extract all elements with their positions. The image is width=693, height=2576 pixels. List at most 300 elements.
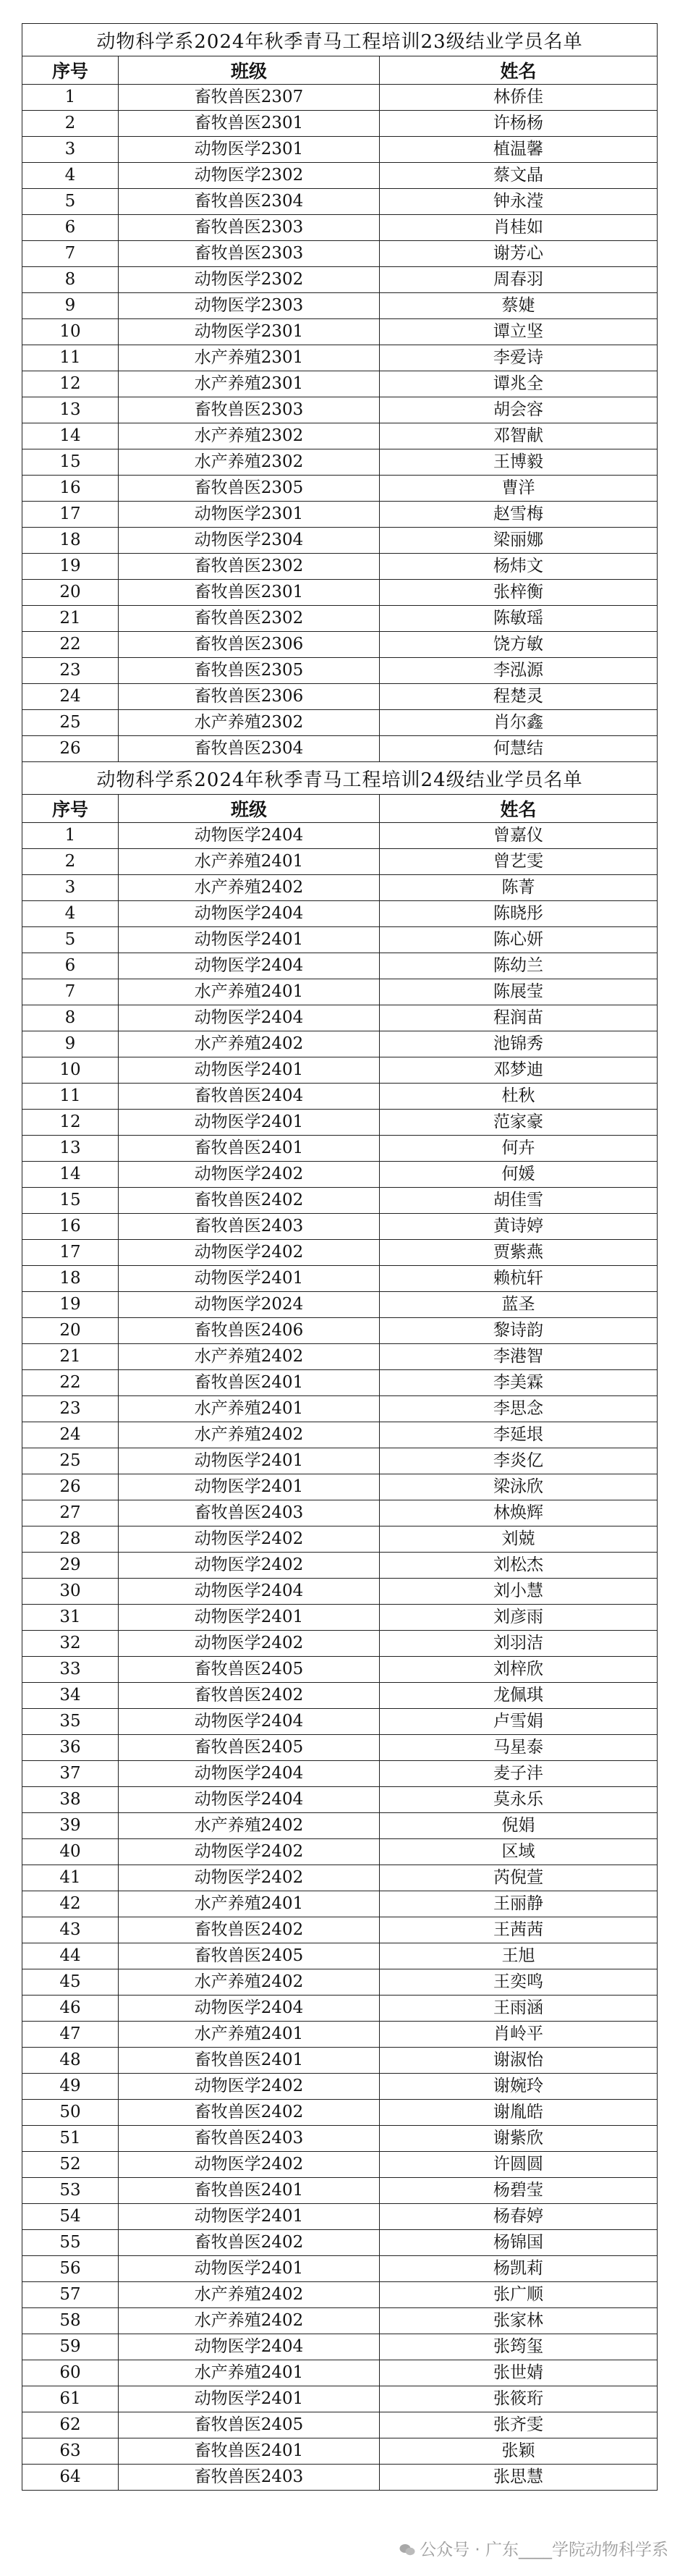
row-name: 范家豪 <box>380 1110 658 1136</box>
row-name: 何卉 <box>380 1136 658 1162</box>
row-no: 6 <box>22 215 119 241</box>
row-no: 28 <box>22 1526 119 1553</box>
row-class: 畜牧兽医2303 <box>119 241 380 267</box>
row-class: 动物医学2401 <box>119 1448 380 1474</box>
row-no: 62 <box>22 2412 119 2438</box>
row-name: 张颖 <box>380 2438 658 2465</box>
row-class: 水产养殖2402 <box>119 1344 380 1370</box>
row-no: 7 <box>22 979 119 1005</box>
row-name: 许圆圆 <box>380 2152 658 2178</box>
table-row <box>22 528 658 554</box>
row-no: 40 <box>22 1839 119 1865</box>
row-no: 11 <box>22 1084 119 1110</box>
row-class: 水产养殖2302 <box>119 710 380 736</box>
row-class: 畜牧兽医2405 <box>119 1657 380 1683</box>
table-row <box>22 1579 658 1605</box>
table-row <box>22 1422 658 1448</box>
row-name: 赖杭轩 <box>380 1266 658 1292</box>
row-class: 畜牧兽医2406 <box>119 1318 380 1344</box>
row-no: 21 <box>22 1344 119 1370</box>
table-row <box>22 632 658 658</box>
row-no: 22 <box>22 632 119 658</box>
table-row <box>22 1657 658 1683</box>
row-no: 21 <box>22 606 119 632</box>
row-class: 动物医学2402 <box>119 2074 380 2100</box>
table-row <box>22 2204 658 2230</box>
table-row <box>22 580 658 606</box>
row-no: 12 <box>22 1110 119 1136</box>
row-name: 谢芳心 <box>380 241 658 267</box>
row-no: 39 <box>22 1813 119 1839</box>
row-no: 20 <box>22 580 119 606</box>
table-title: 动物科学系2024年秋季青马工程培训23级结业学员名单 <box>22 24 658 56</box>
row-no: 26 <box>22 736 119 762</box>
row-class: 动物医学2402 <box>119 2152 380 2178</box>
table-row <box>22 2438 658 2465</box>
row-name: 梁丽娜 <box>380 528 658 554</box>
row-no: 8 <box>22 1005 119 1031</box>
row-class: 动物医学2302 <box>119 267 380 293</box>
row-no: 54 <box>22 2204 119 2230</box>
row-no: 58 <box>22 2308 119 2334</box>
row-class: 水产养殖2401 <box>119 979 380 1005</box>
row-class: 动物医学2402 <box>119 1162 380 1188</box>
row-class: 畜牧兽医2405 <box>119 2412 380 2438</box>
table-row <box>22 927 658 953</box>
row-name: 谢紫欣 <box>380 2126 658 2152</box>
row-no: 1 <box>22 823 119 849</box>
row-no: 63 <box>22 2438 119 2465</box>
row-class: 畜牧兽医2401 <box>119 1370 380 1396</box>
wechat-icon <box>399 2543 415 2556</box>
table-row <box>22 1136 658 1162</box>
row-name: 张世婧 <box>380 2360 658 2386</box>
table-row <box>22 397 658 423</box>
row-class: 动物医学2024 <box>119 1292 380 1318</box>
row-class: 水产养殖2402 <box>119 875 380 901</box>
row-class: 畜牧兽医2401 <box>119 2048 380 2074</box>
row-name: 蔡婕 <box>380 293 658 319</box>
row-class: 畜牧兽医2307 <box>119 85 380 111</box>
row-no: 15 <box>22 449 119 476</box>
row-class: 畜牧兽医2402 <box>119 1188 380 1214</box>
row-no: 13 <box>22 397 119 423</box>
table-row <box>22 345 658 371</box>
row-class: 动物医学2404 <box>119 1787 380 1813</box>
row-name: 林焕辉 <box>380 1500 658 1526</box>
table-row <box>22 1370 658 1396</box>
row-class: 水产养殖2301 <box>119 371 380 397</box>
row-no: 5 <box>22 189 119 215</box>
row-name: 李炎亿 <box>380 1448 658 1474</box>
row-no: 20 <box>22 1318 119 1344</box>
table-row <box>22 502 658 528</box>
table-row <box>22 2360 658 2386</box>
row-class: 水产养殖2402 <box>119 2282 380 2308</box>
row-name: 龙佩琪 <box>380 1683 658 1709</box>
row-no: 14 <box>22 423 119 449</box>
table-row <box>22 1735 658 1761</box>
row-class: 畜牧兽医2404 <box>119 1084 380 1110</box>
row-no: 45 <box>22 1969 119 1996</box>
row-class: 畜牧兽医2403 <box>119 1500 380 1526</box>
table-row <box>22 2074 658 2100</box>
row-name: 刘彦雨 <box>380 1605 658 1631</box>
row-name: 王奕鸣 <box>380 1969 658 1996</box>
row-name: 程润苗 <box>380 1005 658 1031</box>
row-class: 动物医学2401 <box>119 927 380 953</box>
table-row <box>22 1526 658 1553</box>
row-no: 32 <box>22 1631 119 1657</box>
row-class: 水产养殖2401 <box>119 2360 380 2386</box>
header-no: 序号 <box>22 56 119 85</box>
row-no: 49 <box>22 2074 119 2100</box>
row-no: 4 <box>22 901 119 927</box>
row-name: 王雨涵 <box>380 1996 658 2022</box>
row-name: 卢雪娟 <box>380 1709 658 1735</box>
row-no: 48 <box>22 2048 119 2074</box>
row-name: 曾艺雯 <box>380 849 658 875</box>
row-no: 29 <box>22 1553 119 1579</box>
row-no: 35 <box>22 1709 119 1735</box>
row-name: 肖桂如 <box>380 215 658 241</box>
table-row <box>22 476 658 502</box>
table-row <box>22 1917 658 1943</box>
row-class: 动物医学2401 <box>119 1110 380 1136</box>
row-no: 16 <box>22 1214 119 1240</box>
row-no: 23 <box>22 1396 119 1422</box>
header-name: 姓名 <box>380 56 658 85</box>
row-name: 李思念 <box>380 1396 658 1422</box>
row-name: 区域 <box>380 1839 658 1865</box>
row-class: 动物医学2401 <box>119 1266 380 1292</box>
row-class: 畜牧兽医2403 <box>119 2465 380 2491</box>
row-class: 水产养殖2401 <box>119 2022 380 2048</box>
table-row <box>22 241 658 267</box>
table-row <box>22 1553 658 1579</box>
row-no: 13 <box>22 1136 119 1162</box>
row-name: 王茜茜 <box>380 1917 658 1943</box>
row-class: 畜牧兽医2405 <box>119 1735 380 1761</box>
row-name: 林侨佳 <box>380 85 658 111</box>
table-23-rows <box>22 85 658 762</box>
row-no: 24 <box>22 684 119 710</box>
row-name: 邓智献 <box>380 423 658 449</box>
row-class: 畜牧兽医2305 <box>119 476 380 502</box>
row-name: 麦子沣 <box>380 1761 658 1787</box>
row-name: 陈幼兰 <box>380 953 658 979</box>
row-name: 李美霖 <box>380 1370 658 1396</box>
table-row <box>22 449 658 476</box>
table-row <box>22 1761 658 1787</box>
table-row <box>22 1839 658 1865</box>
row-name: 刘松杰 <box>380 1553 658 1579</box>
table-row <box>22 371 658 397</box>
table-row <box>22 319 658 345</box>
table-row <box>22 1969 658 1996</box>
table-row <box>22 2308 658 2334</box>
row-name: 刘兢 <box>380 1526 658 1553</box>
row-name: 周春羽 <box>380 267 658 293</box>
row-name: 李泓源 <box>380 658 658 684</box>
row-name: 倪娟 <box>380 1813 658 1839</box>
row-class: 水产养殖2401 <box>119 849 380 875</box>
table-row <box>22 736 658 762</box>
row-no: 18 <box>22 1266 119 1292</box>
row-class: 动物医学2401 <box>119 1605 380 1631</box>
table-row <box>22 554 658 580</box>
row-name: 蓝圣 <box>380 1292 658 1318</box>
row-no: 36 <box>22 1735 119 1761</box>
table-row <box>22 658 658 684</box>
row-no: 41 <box>22 1865 119 1891</box>
row-class: 畜牧兽医2402 <box>119 2100 380 2126</box>
row-no: 38 <box>22 1787 119 1813</box>
row-no: 64 <box>22 2465 119 2491</box>
table-row <box>22 1683 658 1709</box>
row-no: 50 <box>22 2100 119 2126</box>
table-row <box>22 1214 658 1240</box>
row-name: 陈敏瑶 <box>380 606 658 632</box>
table-row <box>22 1631 658 1657</box>
table-row <box>22 1813 658 1839</box>
row-class: 畜牧兽医2403 <box>119 1214 380 1240</box>
row-no: 22 <box>22 1370 119 1396</box>
row-no: 43 <box>22 1917 119 1943</box>
row-class: 动物医学2301 <box>119 502 380 528</box>
row-name: 张筠玺 <box>380 2334 658 2360</box>
row-name: 杨锦国 <box>380 2230 658 2256</box>
row-no: 44 <box>22 1943 119 1969</box>
row-name: 刘梓欣 <box>380 1657 658 1683</box>
table-row <box>22 2022 658 2048</box>
row-no: 47 <box>22 2022 119 2048</box>
row-no: 6 <box>22 953 119 979</box>
watermark-text: 公众号 · 广东____学院动物科学系 <box>420 2541 668 2559</box>
table-row <box>22 2465 658 2491</box>
row-class: 动物医学2302 <box>119 163 380 189</box>
row-class: 动物医学2401 <box>119 2204 380 2230</box>
table-row <box>22 1996 658 2022</box>
row-name: 杨炜文 <box>380 554 658 580</box>
row-no: 25 <box>22 1448 119 1474</box>
row-name: 肖尔鑫 <box>380 710 658 736</box>
row-name: 李港智 <box>380 1344 658 1370</box>
table-row <box>22 901 658 927</box>
row-no: 19 <box>22 1292 119 1318</box>
header-name: 姓名 <box>380 795 658 823</box>
table-24-rows <box>22 823 658 2491</box>
table-row <box>22 1474 658 1500</box>
row-no: 1 <box>22 85 119 111</box>
table-23-section <box>22 24 658 85</box>
table-row <box>22 2386 658 2412</box>
row-name: 钟永滢 <box>380 189 658 215</box>
row-name: 谢婉玲 <box>380 2074 658 2100</box>
row-class: 水产养殖2402 <box>119 1031 380 1057</box>
row-name: 王旭 <box>380 1943 658 1969</box>
table-row <box>22 2152 658 2178</box>
table-row <box>22 1057 658 1084</box>
row-class: 畜牧兽医2302 <box>119 606 380 632</box>
row-no: 26 <box>22 1474 119 1500</box>
table-row <box>22 1500 658 1526</box>
table-row <box>22 979 658 1005</box>
row-name: 张思慧 <box>380 2465 658 2491</box>
row-name: 陈心妍 <box>380 927 658 953</box>
row-no: 17 <box>22 502 119 528</box>
row-no: 24 <box>22 1422 119 1448</box>
roster-table <box>22 23 658 2491</box>
row-class: 动物医学2402 <box>119 1865 380 1891</box>
row-no: 18 <box>22 528 119 554</box>
row-class: 畜牧兽医2402 <box>119 2230 380 2256</box>
table-row <box>22 1943 658 1969</box>
table-row <box>22 875 658 901</box>
table-row <box>22 1188 658 1214</box>
row-name: 黎诗韵 <box>380 1318 658 1344</box>
row-name: 池锦秀 <box>380 1031 658 1057</box>
row-class: 动物医学2301 <box>119 137 380 163</box>
table-row <box>22 1344 658 1370</box>
row-name: 谭立坚 <box>380 319 658 345</box>
table-row <box>22 710 658 736</box>
row-no: 27 <box>22 1500 119 1526</box>
table-row <box>22 1005 658 1031</box>
row-no: 12 <box>22 371 119 397</box>
table-row <box>22 137 658 163</box>
row-no: 4 <box>22 163 119 189</box>
row-name: 许杨杨 <box>380 111 658 137</box>
row-name: 蔡文晶 <box>380 163 658 189</box>
row-class: 动物医学2404 <box>119 901 380 927</box>
table-row <box>22 2100 658 2126</box>
row-no: 7 <box>22 241 119 267</box>
table-row <box>22 849 658 875</box>
row-name: 饶方敏 <box>380 632 658 658</box>
table-row <box>22 1396 658 1422</box>
row-class: 动物医学2404 <box>119 1579 380 1605</box>
row-name: 程楚灵 <box>380 684 658 710</box>
table-row <box>22 1448 658 1474</box>
row-class: 畜牧兽医2304 <box>119 736 380 762</box>
table-row <box>22 163 658 189</box>
row-no: 42 <box>22 1891 119 1917</box>
table-row <box>22 267 658 293</box>
row-no: 30 <box>22 1579 119 1605</box>
row-class: 畜牧兽医2302 <box>119 554 380 580</box>
row-no: 37 <box>22 1761 119 1787</box>
row-no: 5 <box>22 927 119 953</box>
table-row <box>22 823 658 849</box>
table-row <box>22 1110 658 1136</box>
row-class: 动物医学2404 <box>119 1761 380 1787</box>
table-row <box>22 293 658 319</box>
row-class: 畜牧兽医2301 <box>119 580 380 606</box>
row-class: 动物医学2401 <box>119 2386 380 2412</box>
roster-sheet <box>22 23 657 2491</box>
row-name: 张齐雯 <box>380 2412 658 2438</box>
row-class: 畜牧兽医2306 <box>119 632 380 658</box>
table-row <box>22 1865 658 1891</box>
table-row <box>22 111 658 137</box>
row-class: 水产养殖2402 <box>119 2308 380 2334</box>
row-name: 杜秋 <box>380 1084 658 1110</box>
row-class: 动物医学2404 <box>119 1709 380 1735</box>
row-name: 肖岭平 <box>380 2022 658 2048</box>
row-name: 植温馨 <box>380 137 658 163</box>
row-class: 动物医学2404 <box>119 953 380 979</box>
row-no: 60 <box>22 2360 119 2386</box>
row-name: 杨碧莹 <box>380 2178 658 2204</box>
row-no: 51 <box>22 2126 119 2152</box>
row-class: 畜牧兽医2405 <box>119 1943 380 1969</box>
row-no: 17 <box>22 1240 119 1266</box>
row-no: 61 <box>22 2386 119 2412</box>
row-class: 动物医学2402 <box>119 1526 380 1553</box>
table-title: 动物科学系2024年秋季青马工程培训24级结业学员名单 <box>22 762 658 795</box>
table-row <box>22 2126 658 2152</box>
row-class: 动物医学2401 <box>119 1474 380 1500</box>
table-row <box>22 2178 658 2204</box>
row-no: 16 <box>22 476 119 502</box>
row-name: 莫永乐 <box>380 1787 658 1813</box>
watermark <box>399 2536 668 2560</box>
row-class: 畜牧兽医2305 <box>119 658 380 684</box>
row-no: 2 <box>22 849 119 875</box>
table-row <box>22 85 658 111</box>
row-class: 动物医学2402 <box>119 1631 380 1657</box>
row-name: 刘小慧 <box>380 1579 658 1605</box>
row-no: 2 <box>22 111 119 137</box>
table-row <box>22 1891 658 1917</box>
row-name: 梁泳欣 <box>380 1474 658 1500</box>
row-class: 动物医学2404 <box>119 823 380 849</box>
row-name: 王博毅 <box>380 449 658 476</box>
row-no: 53 <box>22 2178 119 2204</box>
table-row <box>22 1709 658 1735</box>
row-no: 11 <box>22 345 119 371</box>
row-name: 曹洋 <box>380 476 658 502</box>
row-class: 水产养殖2302 <box>119 449 380 476</box>
row-no: 25 <box>22 710 119 736</box>
row-no: 19 <box>22 554 119 580</box>
row-class: 动物医学2402 <box>119 1839 380 1865</box>
row-class: 水产养殖2301 <box>119 345 380 371</box>
row-class: 动物医学2404 <box>119 2334 380 2360</box>
row-class: 畜牧兽医2306 <box>119 684 380 710</box>
row-no: 9 <box>22 1031 119 1057</box>
header-class: 班级 <box>119 795 380 823</box>
header-class: 班级 <box>119 56 380 85</box>
row-name: 何慧结 <box>380 736 658 762</box>
row-name: 芮倪萱 <box>380 1865 658 1891</box>
row-no: 55 <box>22 2230 119 2256</box>
row-no: 8 <box>22 267 119 293</box>
row-name: 张家林 <box>380 2308 658 2334</box>
row-name: 胡会容 <box>380 397 658 423</box>
row-class: 水产养殖2402 <box>119 1969 380 1996</box>
row-name: 邓梦迪 <box>380 1057 658 1084</box>
table-row <box>22 1031 658 1057</box>
table-row <box>22 2230 658 2256</box>
row-class: 畜牧兽医2303 <box>119 215 380 241</box>
row-name: 黄诗婷 <box>380 1214 658 1240</box>
row-class: 畜牧兽医2303 <box>119 397 380 423</box>
table-row <box>22 1240 658 1266</box>
row-no: 15 <box>22 1188 119 1214</box>
row-name: 李延垠 <box>380 1422 658 1448</box>
